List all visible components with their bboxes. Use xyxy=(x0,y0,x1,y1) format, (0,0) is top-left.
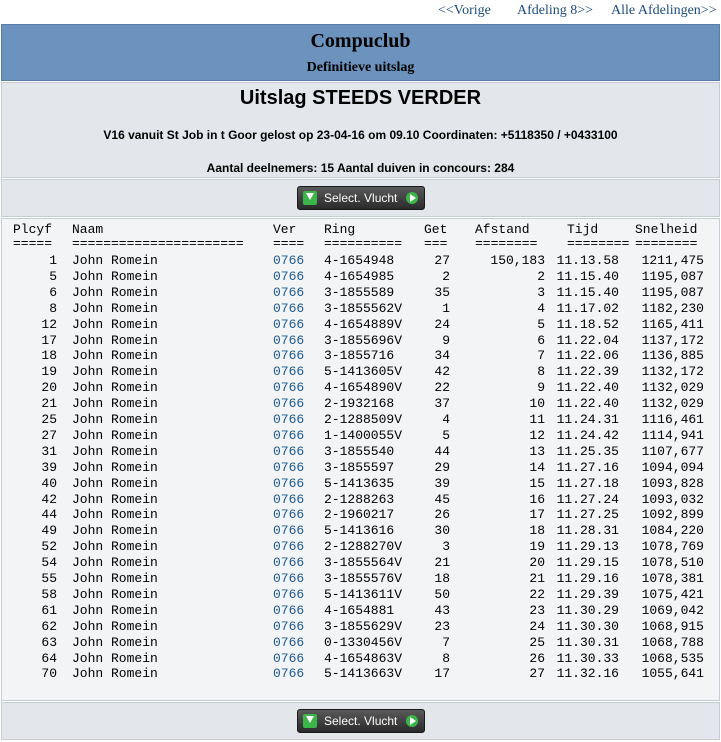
cell-snelheid: 1075,421 xyxy=(641,586,704,602)
cell-naam: John Romein xyxy=(72,634,158,650)
cell-naam: John Romein xyxy=(72,491,158,507)
cell-get: 22 xyxy=(434,380,450,396)
cell-afstand: 9 xyxy=(537,380,545,396)
cell-ring: 1-1400055V xyxy=(324,427,403,443)
cell-ring: 5-1413616 xyxy=(324,523,395,539)
cell-get: 17 xyxy=(434,666,450,682)
cell-snelheid: 1132,029 xyxy=(641,380,704,396)
table-row xyxy=(2,666,720,682)
cell-afstand: 11 xyxy=(529,412,545,427)
cell-plcyf: 44 xyxy=(41,507,57,523)
club-title: Compuclub xyxy=(310,30,411,52)
table-row xyxy=(2,333,720,349)
cell-plcyf: 25 xyxy=(41,412,57,427)
cell-snelheid: 1195,087 xyxy=(641,268,704,284)
table-row xyxy=(2,253,720,269)
table-row xyxy=(2,428,720,444)
cell-tijd: 11.32.16 xyxy=(556,666,619,682)
cell-snelheid: 1078,769 xyxy=(641,539,704,555)
cell-get: 1 xyxy=(442,300,450,316)
cell-tijd: 11.30.30 xyxy=(556,618,619,634)
cell-afstand: 8 xyxy=(537,364,545,380)
cell-naam: John Romein xyxy=(72,650,158,666)
cell-plcyf: 21 xyxy=(41,396,57,412)
cell-get: 29 xyxy=(434,459,450,475)
cell-naam: John Romein xyxy=(72,300,158,316)
cell-ver[interactable]: 0766 xyxy=(273,555,305,571)
cell-plcyf: 42 xyxy=(41,491,57,507)
table-row xyxy=(2,571,720,587)
cell-naam: John Romein xyxy=(72,586,158,602)
cell-snelheid: 1107,677 xyxy=(641,443,704,459)
cell-ring: 5-1413663V xyxy=(324,666,403,682)
cell-tijd: 11.29.13 xyxy=(556,539,619,555)
table-row xyxy=(2,587,720,603)
cell-snelheid: 1093,032 xyxy=(641,491,704,507)
cell-plcyf: 18 xyxy=(41,348,57,364)
header-afstand: Afstand xyxy=(475,222,530,237)
header-snelheid: Snelheid xyxy=(635,222,698,237)
cell-plcyf: 1 xyxy=(49,253,57,268)
cell-snelheid: 1078,510 xyxy=(641,555,704,571)
download-icon xyxy=(303,191,317,205)
cell-plcyf: 8 xyxy=(49,300,57,316)
table-row xyxy=(2,523,720,539)
cell-ring: 5-1413635 xyxy=(324,475,395,491)
cell-afstand: 150,183 xyxy=(490,253,545,268)
cell-naam: John Romein xyxy=(72,507,158,523)
table-row xyxy=(2,412,720,428)
cell-plcyf: 5 xyxy=(49,268,57,284)
cell-afstand: 13 xyxy=(529,443,545,459)
header-band xyxy=(1,24,720,81)
cell-ver[interactable]: 0766 xyxy=(273,586,305,602)
cell-tijd: 11.22.06 xyxy=(556,348,619,364)
cell-ver[interactable]: 0766 xyxy=(273,475,305,491)
cell-ring: 3-1855716 xyxy=(324,348,395,364)
cell-snelheid: 1211,475 xyxy=(641,253,704,268)
cell-ver[interactable]: 0766 xyxy=(273,364,305,380)
table-row xyxy=(2,285,720,301)
cell-snelheid: 1068,915 xyxy=(641,618,704,634)
race-title: Uitslag STEEDS VERDER xyxy=(239,87,482,109)
cell-afstand: 17 xyxy=(529,507,545,523)
cell-plcyf: 17 xyxy=(41,332,57,348)
cell-ring: 5-1413611V xyxy=(324,586,403,602)
cell-tijd: 11.27.16 xyxy=(556,459,619,475)
select-flight-label: Select. Vlucht xyxy=(324,714,398,728)
cell-get: 37 xyxy=(434,396,450,412)
cell-ver[interactable]: 0766 xyxy=(273,332,305,348)
cell-plcyf: 20 xyxy=(41,380,57,396)
cell-get: 8 xyxy=(442,650,450,666)
top-button-bar xyxy=(1,179,720,217)
cell-ver[interactable]: 0766 xyxy=(273,618,305,634)
cell-snelheid: 1114,941 xyxy=(641,427,704,443)
cell-ring: 3-1855540 xyxy=(324,443,395,459)
select-flight-button[interactable] xyxy=(297,186,425,210)
cell-snelheid: 1094,094 xyxy=(641,459,704,475)
cell-naam: John Romein xyxy=(72,443,158,459)
header-plcyf: Plcyf xyxy=(13,222,53,237)
cell-get: 4 xyxy=(442,412,450,427)
cell-get: 34 xyxy=(434,348,450,364)
cell-get: 39 xyxy=(434,475,450,491)
cell-ver[interactable]: 0766 xyxy=(273,253,305,268)
table-row xyxy=(2,539,720,555)
cell-snelheid: 1137,172 xyxy=(641,332,704,348)
cell-get: 27 xyxy=(434,253,450,268)
cell-ver[interactable]: 0766 xyxy=(273,539,305,555)
cell-plcyf: 12 xyxy=(41,316,57,332)
cell-tijd: 11.27.25 xyxy=(556,507,619,523)
table-row xyxy=(2,460,720,476)
table-row xyxy=(2,444,720,460)
cell-plcyf: 40 xyxy=(41,475,57,491)
cell-naam: John Romein xyxy=(72,316,158,332)
cell-ring: 4-1654948 xyxy=(324,253,395,268)
cell-ver[interactable]: 0766 xyxy=(273,300,305,316)
cell-plcyf: 39 xyxy=(41,459,57,475)
header-naam: Naam xyxy=(72,222,104,237)
cell-plcyf: 27 xyxy=(41,427,57,443)
cell-naam: John Romein xyxy=(72,475,158,491)
page-subtitle: Definitieve uitslag xyxy=(306,60,415,75)
cell-tijd: 11.29.16 xyxy=(556,571,619,586)
cell-snelheid: 1084,220 xyxy=(641,523,704,539)
cell-get: 30 xyxy=(434,523,450,539)
cell-plcyf: 19 xyxy=(41,364,57,380)
cell-tijd: 11.28.31 xyxy=(556,523,619,539)
table-row xyxy=(2,269,720,285)
cell-ver[interactable]: 0766 xyxy=(273,491,305,507)
cell-snelheid: 1068,535 xyxy=(641,650,704,666)
cell-afstand: 12 xyxy=(529,427,545,443)
cell-tijd: 11.24.31 xyxy=(556,412,619,427)
cell-tijd: 11.22.40 xyxy=(556,396,619,412)
cell-naam: John Romein xyxy=(72,396,158,412)
cell-tijd: 11.24.42 xyxy=(556,427,619,443)
race-info xyxy=(1,82,720,178)
cell-ver[interactable]: 0766 xyxy=(273,650,305,666)
table-row xyxy=(2,476,720,492)
previous-link[interactable]: <<Vorige xyxy=(438,3,491,18)
cell-tijd: 11.27.18 xyxy=(556,475,619,491)
table-row xyxy=(2,635,720,651)
cell-naam: John Romein xyxy=(72,618,158,634)
cell-ring: 3-1855629V xyxy=(324,618,403,634)
cell-afstand: 3 xyxy=(537,284,545,300)
cell-tijd: 11.22.40 xyxy=(556,380,619,396)
cell-ring: 3-1855576V xyxy=(324,571,403,586)
cell-ring: 2-1288509V xyxy=(324,412,403,427)
cell-snelheid: 1055,641 xyxy=(641,666,704,682)
cell-naam: John Romein xyxy=(72,284,158,300)
cell-tijd: 11.22.39 xyxy=(556,364,619,380)
cell-naam: John Romein xyxy=(72,380,158,396)
cell-ver[interactable]: 0766 xyxy=(273,602,305,618)
cell-tijd: 11.15.40 xyxy=(556,284,619,300)
cell-get: 7 xyxy=(442,634,450,650)
cell-plcyf: 31 xyxy=(41,443,57,459)
cell-naam: John Romein xyxy=(72,666,158,682)
table-row xyxy=(2,396,720,412)
underline-afstand: ======== xyxy=(475,236,538,251)
cell-afstand: 14 xyxy=(529,459,545,475)
arrow-right-icon xyxy=(406,715,418,727)
cell-tijd: 11.22.04 xyxy=(556,332,619,348)
cell-ver[interactable]: 0766 xyxy=(273,396,305,412)
select-flight-label: Select. Vlucht xyxy=(324,191,398,205)
table-row xyxy=(2,380,720,396)
underline-naam: ====================== xyxy=(72,236,244,251)
cell-naam: John Romein xyxy=(72,332,158,348)
cell-naam: John Romein xyxy=(72,459,158,475)
cell-ver[interactable]: 0766 xyxy=(273,380,305,396)
race-counts: Aantal deelnemers: 15 Aantal duiven in concours: 284 xyxy=(206,161,515,175)
cell-snelheid: 1132,172 xyxy=(641,364,704,380)
cell-naam: John Romein xyxy=(72,348,158,364)
cell-tijd: 11.17.02 xyxy=(556,300,619,316)
cell-naam: John Romein xyxy=(72,602,158,618)
underline-get: === xyxy=(424,236,448,251)
cell-ring: 3-1855589 xyxy=(324,284,395,300)
cell-plcyf: 64 xyxy=(41,650,57,666)
cell-ring: 4-1654890V xyxy=(324,380,403,396)
cell-ver[interactable]: 0766 xyxy=(273,634,305,650)
cell-ver[interactable]: 0766 xyxy=(273,316,305,332)
cell-afstand: 16 xyxy=(529,491,545,507)
cell-get: 23 xyxy=(434,618,450,634)
cell-afstand: 20 xyxy=(529,555,545,571)
cell-snelheid: 1092,899 xyxy=(641,507,704,523)
table-header-underline xyxy=(2,236,720,252)
cell-plcyf: 49 xyxy=(41,523,57,539)
cell-get: 50 xyxy=(434,586,450,602)
cell-get: 42 xyxy=(434,364,450,380)
cell-plcyf: 52 xyxy=(41,539,57,555)
cell-ring: 5-1413605V xyxy=(324,364,403,380)
cell-afstand: 19 xyxy=(529,539,545,555)
cell-ring: 4-1654881 xyxy=(324,602,395,618)
cell-plcyf: 61 xyxy=(41,602,57,618)
table-row xyxy=(2,301,720,317)
cell-naam: John Romein xyxy=(72,523,158,539)
header-ver: Ver xyxy=(273,222,297,237)
cell-snelheid: 1165,411 xyxy=(641,316,704,332)
underline-tijd: ======== xyxy=(567,236,630,251)
cell-get: 24 xyxy=(434,316,450,332)
table-row xyxy=(2,651,720,667)
cell-ring: 3-1855564V xyxy=(324,555,403,571)
cell-get: 5 xyxy=(442,427,450,443)
table-row xyxy=(2,555,720,571)
header-ring: Ring xyxy=(324,222,356,237)
arrow-right-icon xyxy=(406,192,418,204)
cell-get: 18 xyxy=(434,571,450,586)
top-navigation xyxy=(0,0,721,24)
cell-naam: John Romein xyxy=(72,253,158,268)
cell-get: 35 xyxy=(434,284,450,300)
cell-naam: John Romein xyxy=(72,539,158,555)
cell-tijd: 11.30.29 xyxy=(556,602,619,618)
cell-afstand: 23 xyxy=(529,602,545,618)
cell-ver[interactable]: 0766 xyxy=(273,507,305,523)
cell-tijd: 11.13.58 xyxy=(556,253,619,268)
cell-tijd: 11.15.40 xyxy=(556,268,619,284)
cell-snelheid: 1068,788 xyxy=(641,634,704,650)
cell-snelheid: 1182,230 xyxy=(641,300,704,316)
race-details: V16 vanuit St Job in t Goor gelost op 23-04-16 om 09.10 Coordinaten: +5118350 / +0433100 xyxy=(103,128,618,142)
cell-snelheid: 1078,381 xyxy=(641,571,704,586)
cell-naam: John Romein xyxy=(72,571,158,586)
cell-tijd: 11.25.35 xyxy=(556,443,619,459)
underline-ring: ========== xyxy=(324,236,403,251)
cell-tijd: 11.29.15 xyxy=(556,555,619,571)
cell-ver[interactable]: 0766 xyxy=(273,666,305,682)
cell-afstand: 25 xyxy=(529,634,545,650)
cell-tijd: 11.29.39 xyxy=(556,586,619,602)
table-row xyxy=(2,619,720,635)
cell-plcyf: 58 xyxy=(41,586,57,602)
cell-tijd: 11.30.33 xyxy=(556,650,619,666)
cell-afstand: 6 xyxy=(537,332,545,348)
cell-naam: John Romein xyxy=(72,364,158,380)
cell-ver[interactable]: 0766 xyxy=(273,523,305,539)
underline-ver: ==== xyxy=(273,236,305,251)
cell-get: 45 xyxy=(434,491,450,507)
cell-snelheid: 1093,828 xyxy=(641,475,704,491)
cell-ver[interactable]: 0766 xyxy=(273,284,305,300)
cell-plcyf: 54 xyxy=(41,555,57,571)
cell-afstand: 21 xyxy=(529,571,545,586)
header-tijd: Tijd xyxy=(567,222,599,237)
cell-afstand: 7 xyxy=(537,348,545,364)
cell-plcyf: 55 xyxy=(41,571,57,586)
cell-ver[interactable]: 0766 xyxy=(273,571,305,586)
cell-ver[interactable]: 0766 xyxy=(273,268,305,284)
cell-ring: 4-1654889V xyxy=(324,316,403,332)
cell-afstand: 4 xyxy=(537,300,545,316)
cell-snelheid: 1069,042 xyxy=(641,602,704,618)
cell-snelheid: 1116,461 xyxy=(641,412,704,427)
cell-snelheid: 1136,885 xyxy=(641,348,704,364)
cell-tijd: 11.18.52 xyxy=(556,316,619,332)
table-row xyxy=(2,317,720,333)
cell-ring: 3-1855696V xyxy=(324,332,403,348)
cell-naam: John Romein xyxy=(72,427,158,443)
cell-snelheid: 1195,087 xyxy=(641,284,704,300)
cell-afstand: 26 xyxy=(529,650,545,666)
cell-get: 9 xyxy=(442,332,450,348)
cell-get: 44 xyxy=(434,443,450,459)
cell-plcyf: 70 xyxy=(41,666,57,682)
download-icon xyxy=(303,714,317,728)
cell-afstand: 15 xyxy=(529,475,545,491)
cell-ver[interactable]: 0766 xyxy=(273,427,305,443)
cell-afstand: 2 xyxy=(537,268,545,284)
cell-ring: 2-1288263 xyxy=(324,491,395,507)
cell-plcyf: 6 xyxy=(49,284,57,300)
table-row xyxy=(2,348,720,364)
cell-get: 21 xyxy=(434,555,450,571)
select-flight-button-bottom[interactable] xyxy=(297,709,425,733)
cell-ring: 3-1855562V xyxy=(324,300,403,316)
cell-ring: 3-1855597 xyxy=(324,459,395,475)
cell-ring: 2-1288270V xyxy=(324,539,403,555)
results-table xyxy=(1,218,720,701)
underline-plcyf: ===== xyxy=(13,236,53,251)
cell-plcyf: 63 xyxy=(41,634,57,650)
table-row xyxy=(2,364,720,380)
cell-afstand: 18 xyxy=(529,523,545,539)
cell-afstand: 24 xyxy=(529,618,545,634)
cell-ver[interactable]: 0766 xyxy=(273,443,305,459)
all-afdelingen-link[interactable]: Alle Afdelingen>> xyxy=(611,3,717,18)
cell-naam: John Romein xyxy=(72,412,158,427)
cell-get: 26 xyxy=(434,507,450,523)
cell-ring: 2-1932168 xyxy=(324,396,395,412)
cell-afstand: 27 xyxy=(529,666,545,682)
cell-get: 3 xyxy=(442,539,450,555)
cell-ring: 4-1654863V xyxy=(324,650,403,666)
cell-get: 2 xyxy=(442,268,450,284)
table-row xyxy=(2,603,720,619)
cell-naam: John Romein xyxy=(72,268,158,284)
cell-tijd: 11.27.24 xyxy=(556,491,619,507)
cell-plcyf: 62 xyxy=(41,618,57,634)
cell-ver[interactable]: 0766 xyxy=(273,459,305,475)
next-afdeling-link[interactable]: Afdeling 8>> xyxy=(517,3,594,18)
bottom-button-bar xyxy=(1,702,720,740)
cell-afstand: 5 xyxy=(537,316,545,332)
cell-ver[interactable]: 0766 xyxy=(273,412,305,427)
cell-tijd: 11.30.31 xyxy=(556,634,619,650)
underline-snelheid: ======== xyxy=(635,236,698,251)
cell-ring: 0-1330456V xyxy=(324,634,403,650)
table-row xyxy=(2,492,720,508)
cell-ring: 4-1654985 xyxy=(324,268,395,284)
cell-naam: John Romein xyxy=(72,555,158,571)
cell-get: 43 xyxy=(434,602,450,618)
header-get: Get xyxy=(424,222,448,237)
cell-afstand: 22 xyxy=(529,586,545,602)
cell-ring: 2-1960217 xyxy=(324,507,395,523)
table-row xyxy=(2,507,720,523)
cell-ver[interactable]: 0766 xyxy=(273,348,305,364)
cell-afstand: 10 xyxy=(529,396,545,412)
cell-snelheid: 1132,029 xyxy=(641,396,704,412)
